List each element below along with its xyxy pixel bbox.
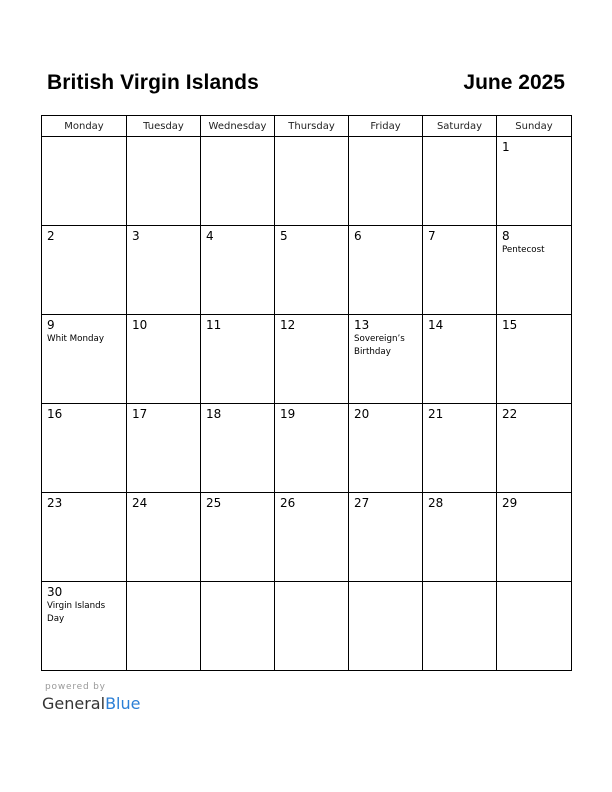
day-number: 24 — [132, 496, 148, 510]
day-number: 15 — [502, 318, 518, 332]
day-cell — [497, 226, 572, 315]
day-cell — [349, 315, 423, 404]
day-cell — [423, 137, 497, 226]
powered-by-label: powered by — [45, 682, 106, 692]
holiday-label: Virgin Islands Day — [47, 601, 106, 624]
day-cell — [497, 315, 572, 404]
day-number: 29 — [502, 496, 518, 510]
day-number: 12 — [280, 318, 296, 332]
logo-text-general: General — [42, 694, 106, 713]
generalblue-logo — [42, 694, 140, 713]
day-cell — [423, 315, 497, 404]
day-cell — [42, 315, 127, 404]
day-cell — [423, 493, 497, 582]
day-number: 1 — [502, 140, 510, 154]
day-cell — [42, 137, 127, 226]
day-cell — [349, 226, 423, 315]
day-number: 21 — [428, 407, 444, 421]
day-cell — [275, 404, 349, 493]
day-number: 26 — [280, 496, 296, 510]
day-cell — [423, 404, 497, 493]
day-number: 7 — [428, 229, 436, 243]
holiday-label: Pentecost — [502, 245, 545, 255]
calendar-month-title: June 2025 — [463, 71, 565, 94]
day-number: 8 — [502, 229, 510, 243]
holiday-label: Sovereign’s Birthday — [354, 334, 405, 357]
day-cell — [127, 582, 201, 671]
calendar-week-row — [42, 315, 572, 404]
calendar-country-title: British Virgin Islands — [47, 71, 259, 94]
day-number: 20 — [354, 407, 370, 421]
day-number: 16 — [47, 407, 63, 421]
day-cell — [42, 404, 127, 493]
day-number: 23 — [47, 496, 63, 510]
day-cell — [42, 493, 127, 582]
day-cell — [275, 315, 349, 404]
day-cell — [201, 493, 275, 582]
day-cell — [497, 404, 572, 493]
day-cell — [127, 226, 201, 315]
day-cell — [42, 582, 127, 671]
day-cell — [201, 582, 275, 671]
day-number: 13 — [354, 318, 370, 332]
day-number: 18 — [206, 407, 222, 421]
day-cell — [275, 226, 349, 315]
calendar-body — [42, 137, 572, 671]
day-number: 2 — [47, 229, 55, 243]
day-cell — [42, 226, 127, 315]
weekday-header: Saturday — [423, 116, 497, 137]
day-cell — [127, 493, 201, 582]
day-cell — [497, 137, 572, 226]
weekday-header: Sunday — [497, 116, 572, 137]
calendar-week-row — [42, 226, 572, 315]
day-number: 19 — [280, 407, 296, 421]
day-cell — [275, 582, 349, 671]
day-cell — [423, 226, 497, 315]
day-number: 27 — [354, 496, 370, 510]
day-number: 3 — [132, 229, 140, 243]
day-number: 11 — [206, 318, 222, 332]
weekday-header: Monday — [42, 116, 127, 137]
holiday-label: Whit Monday — [47, 334, 104, 344]
calendar-grid — [41, 115, 572, 671]
day-cell — [201, 137, 275, 226]
day-number: 9 — [47, 318, 55, 332]
day-number: 25 — [206, 496, 222, 510]
day-cell — [201, 226, 275, 315]
day-cell — [497, 582, 572, 671]
weekday-header-row — [42, 116, 572, 137]
day-cell — [349, 404, 423, 493]
day-number: 14 — [428, 318, 444, 332]
day-cell — [423, 582, 497, 671]
day-cell — [275, 137, 349, 226]
calendar-week-row — [42, 137, 572, 226]
day-number: 4 — [206, 229, 214, 243]
weekday-header: Tuesday — [127, 116, 201, 137]
day-number: 10 — [132, 318, 148, 332]
day-number: 28 — [428, 496, 444, 510]
day-number: 17 — [132, 407, 148, 421]
day-cell — [127, 137, 201, 226]
calendar-week-row — [42, 493, 572, 582]
calendar-week-row — [42, 582, 572, 671]
day-number: 30 — [47, 585, 63, 599]
weekday-header: Friday — [349, 116, 423, 137]
weekday-header: Thursday — [275, 116, 349, 137]
day-cell — [201, 315, 275, 404]
weekday-header: Wednesday — [201, 116, 275, 137]
day-cell — [201, 404, 275, 493]
day-cell — [497, 493, 572, 582]
day-cell — [349, 493, 423, 582]
day-cell — [349, 582, 423, 671]
day-number: 5 — [280, 229, 288, 243]
day-number: 22 — [502, 407, 518, 421]
day-cell — [127, 315, 201, 404]
calendar-week-row — [42, 404, 572, 493]
day-cell — [349, 137, 423, 226]
day-cell — [127, 404, 201, 493]
logo-text-blue: Blue — [105, 694, 141, 713]
day-cell — [275, 493, 349, 582]
day-number: 6 — [354, 229, 362, 243]
